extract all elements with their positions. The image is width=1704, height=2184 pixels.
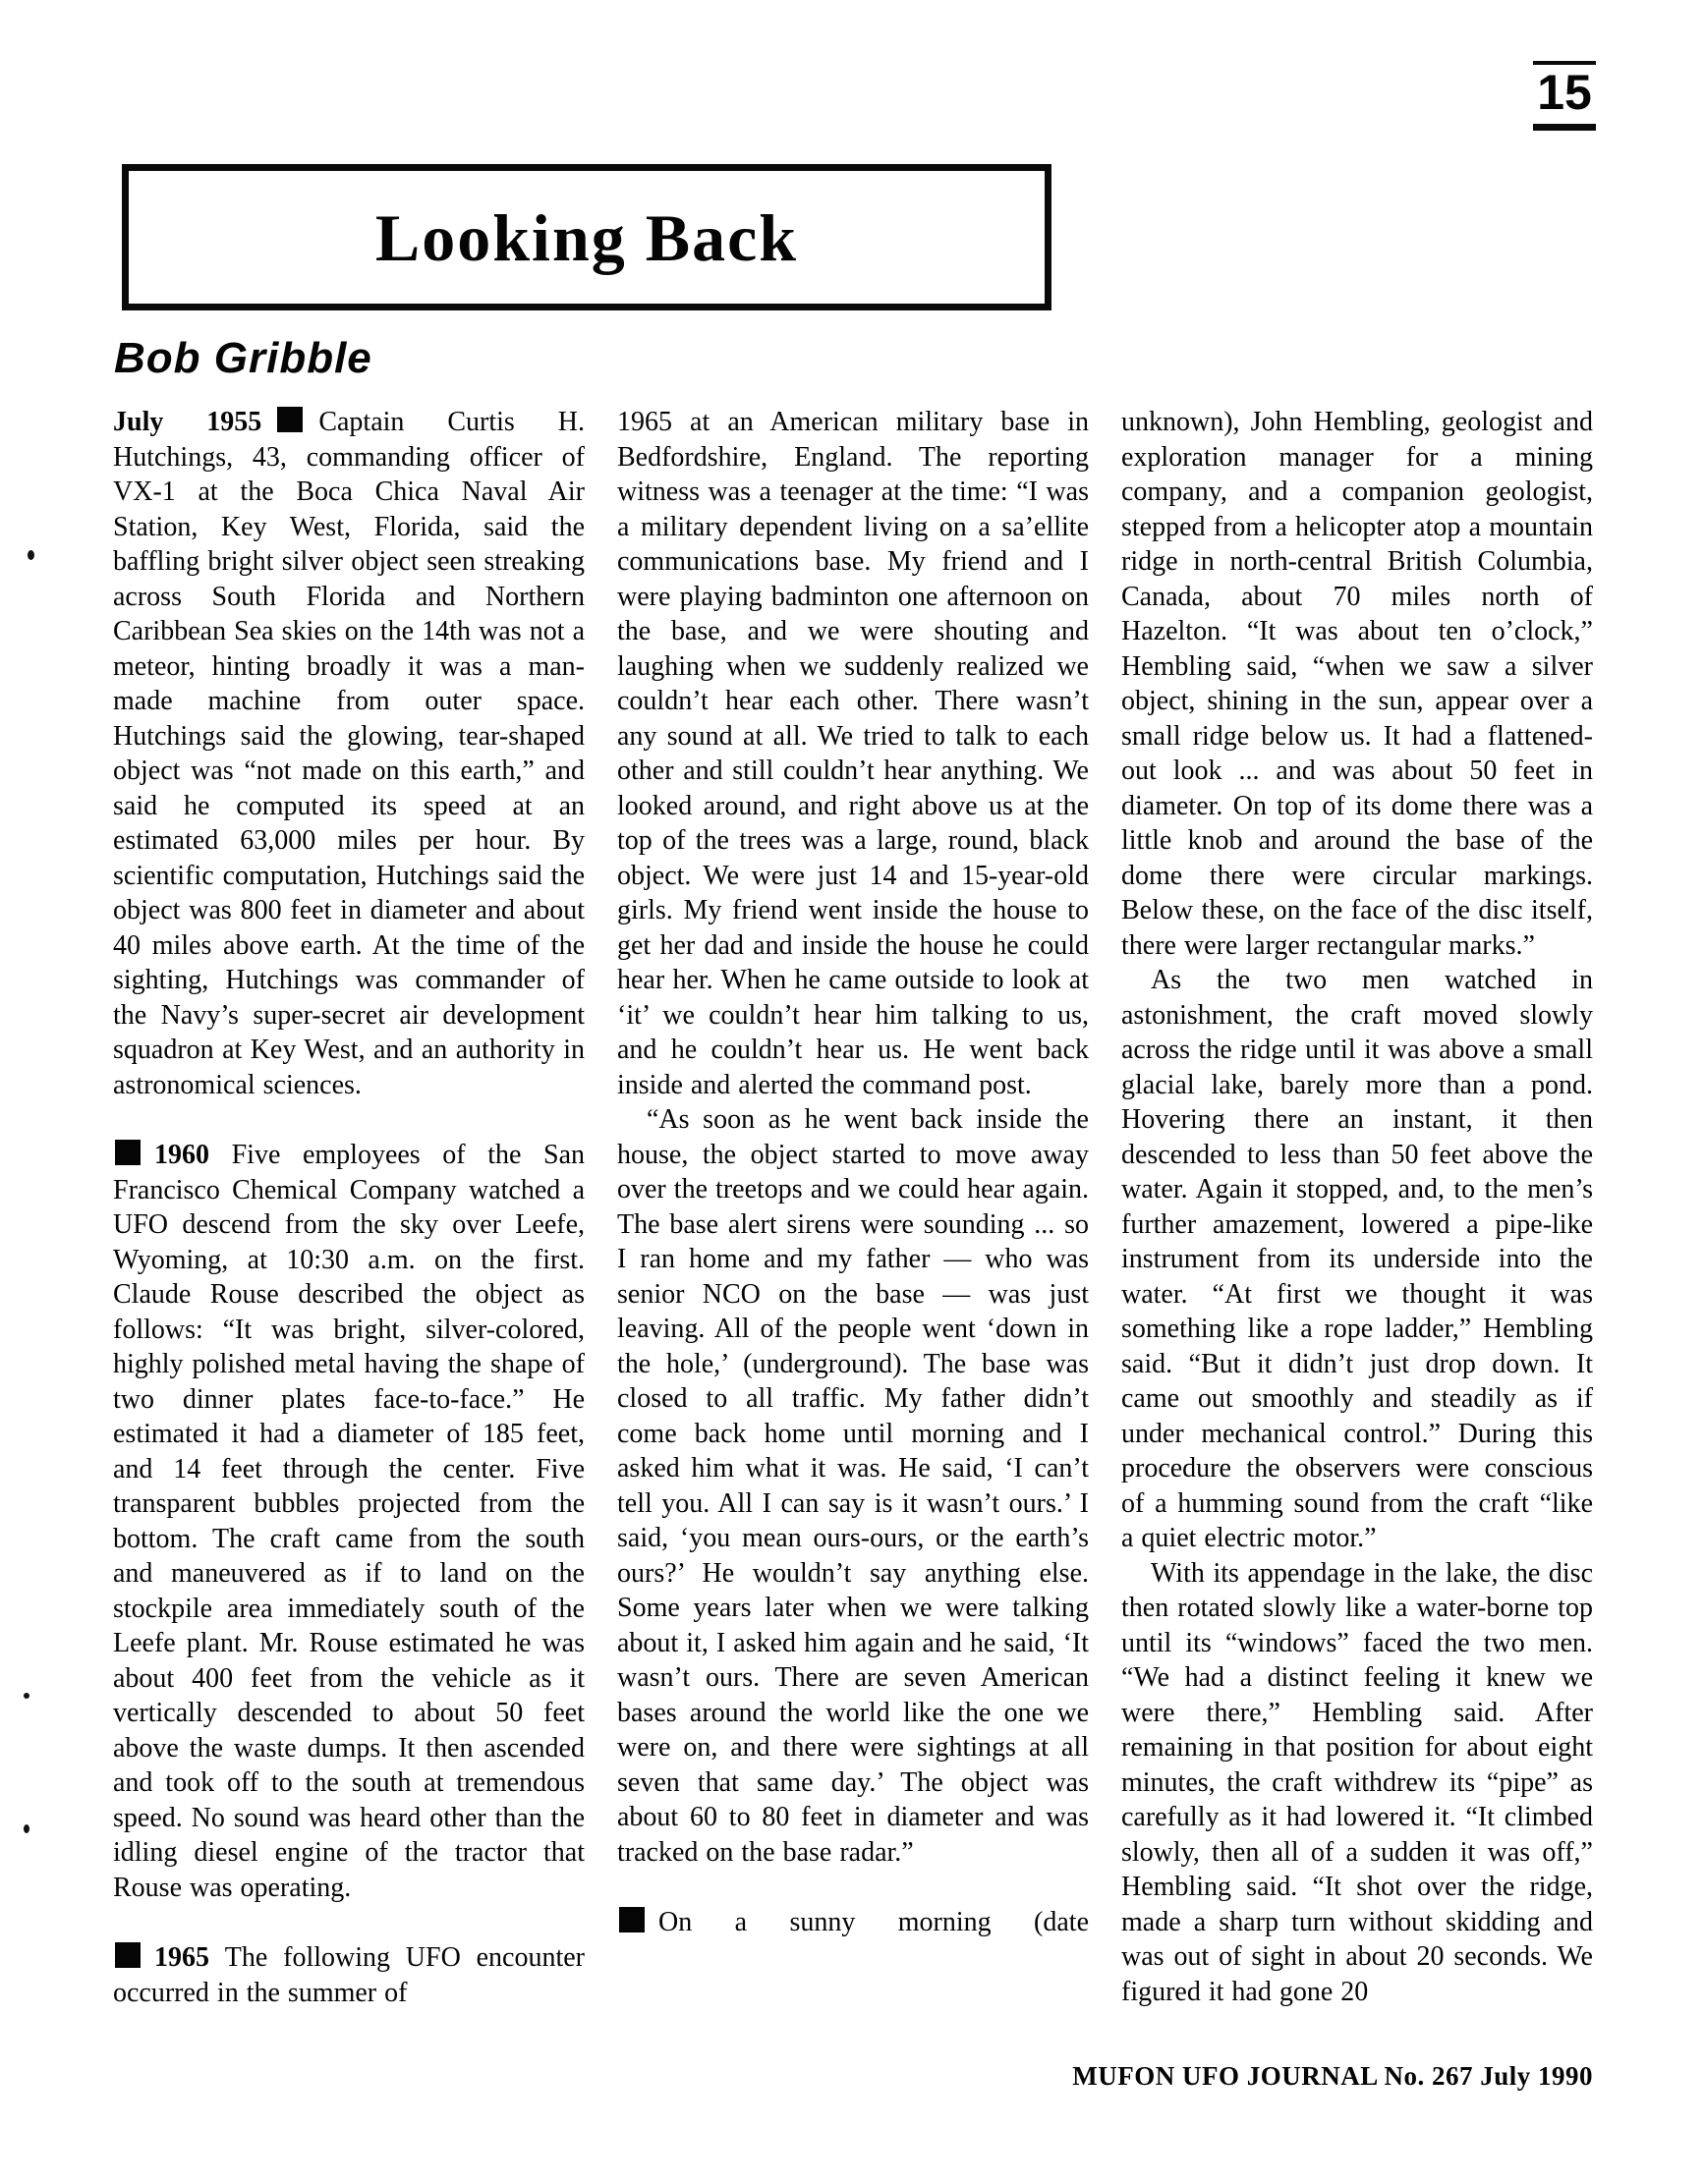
section-title-box: [122, 164, 1051, 310]
column-3: [1121, 405, 1593, 2009]
black-square-bullet-icon: [115, 1140, 141, 1165]
entry-sunny-morning: [617, 1905, 1089, 1940]
entry-text: Captain Curtis H. Hutchings, 43, commanding officer of VX-1 at the Boca Chica Naval Air Station, Key West, Florida, said the baffling bright silver object seen streaking across South Florida and Northern Caribbean Sea skies on the 14th was not a meteor, hinting broadly it was a man-made machine from outer space. Hutchings said the glowing, tear-shaped object was “not made on this earth,” and said he computed its speed at an estimated 63,000 miles per hour. By scientific computation, Hutchings said the object was 800 feet in diameter and about 40 miles above earth. At the time of the sighting, Hutchings was commander of the Navy’s super-secret air development squadron at Key West, and an authority in astronomical sciences.: [113, 407, 585, 1100]
entry-text: Five employees of the San Francisco Chemical Company watched a UFO descend from the sky over Leefe, Wyoming, at 10:30 a.m. on the first. Claude Rouse described the object as follows: “It was bright, silver-colored, highly polished metal having the shape of two dinner plates face-to-face.” He estimated it had a diameter of 185 feet, and 14 feet through the center. Five transparent bubbles projected from the bottom. The craft came from the south and maneuvered as if to land on the stockpile area immediately south of the Leefe plant. Mr. Rouse estimated he was about 400 feet from the vehicle as it vertically descended to about 50 feet above the waste dumps. It then ascended and took off to the south at tremendous speed. No sound was heard other than the idling diesel engine of the tractor that Rouse was operating.: [113, 1140, 585, 1903]
witness-quote-paragraph: “As soon as he went back inside the house, the object started to move away over the treetops and we could hear again. The base alert sirens were sounding ... so I ran home and my father — who was senior NCO on the base — was just leaving. All of the people went ‘down in the hole,’ (underground). The base was closed to all traffic. My father didn’t come back home until morning and I asked him what it was. He said, ‘I can’t tell you. All I can say is it wasn’t ours.’ I said, ‘you mean ours-ours, or the earth’s ours?’ He wouldn’t say anything else. Some years later when we were talking about it, I asked him again and he said, ‘It wasn’t ours. There are seven American bases around the world like the one we were on, and there were sightings at all seven that same day.’ The object was about 60 to 80 feet in diameter and was tracked on the base radar.”: [617, 1104, 1089, 1868]
black-square-bullet-icon: [619, 1907, 645, 1932]
section-title: Looking Back: [374, 199, 799, 275]
entry-hembling-continued: unknown), John Hembling, geologist and exploration manager for a mining company, and a companion geologist, stepped from a helicopter atop a mountain ridge in north-central British Columbia, Canada, about 70 miles north of Hazelton. “It was about ten o’clock,” Hembling said, “when we saw a silver object, shining in the sun, appear over a small ridge below us. It had a flattened-out look ... and was about 50 feet in diameter. On top of its dome there was a little knob and around the base of the dome there were circular markings. Below these, on the face of the disc itself, there were larger rectangular marks.”: [1121, 407, 1593, 961]
entry-text: On a sunny morning (date: [658, 1907, 1089, 1937]
entry-date-label: 1965: [154, 1942, 209, 1973]
column-2: [617, 405, 1089, 1940]
entry-july-1955: [113, 405, 585, 1102]
entry-1965: [113, 1940, 585, 2010]
column-1: [113, 405, 585, 2010]
entry-1965-continued: 1965 at an American military base in Bedfordshire, England. The reporting witness was a teenager at the time: “I was a military dependent living on a sa’ellite communications base. My friend and I were playing badminton one afternoon on the base, and we were shouting and laughing when we suddenly realized we couldn’t hear each other. There wasn’t any sound at all. We tried to talk to each other and still couldn’t hear anything. We looked around, and right above us at the top of the trees was a large, round, black object. We were just 14 and 15-year-old girls. My friend went inside the house to get her dad and inside the house he could hear her. When he came outside to look at ‘it’ we couldn’t hear him talking to us, and he couldn’t hear us. He went back inside and alerted the command post.: [617, 407, 1089, 1100]
entry-date-label: July 1955: [113, 407, 262, 437]
black-square-bullet-icon: [115, 1942, 141, 1968]
entry-text: The following UFO encounter occurred in the summer of: [113, 1942, 585, 2008]
scan-artifact-dot: [28, 550, 34, 560]
page-number: 15: [1533, 61, 1596, 131]
byline: Bob Gribble: [114, 334, 372, 382]
article-body: [113, 405, 1593, 2010]
hembling-paragraph-3: With its appendage in the lake, the disc then rotated slowly like a water-borne top until its “windows” faced the two men. “We had a distinct feeling it knew we were there,” Hembling said. After remaining in that position for about eight minutes, the craft withdrew its “pipe” as carefully as it had lowered it. “It climbed slowly, then all of a sudden it was off,” Hembling said. “It shot over the ridge, made a sharp turn without skidding and was out of sight in about 20 seconds. We figured it had gone 20: [1121, 1557, 1593, 2007]
entry-date-label: 1960: [154, 1140, 209, 1170]
hembling-paragraph-2: As the two men watched in astonishment, the craft moved slowly across the ridge until it was above a small glacial lake, barely more than a pond. Hovering there an instant, it then descended to less than 50 feet above the water. Again it stopped, and, to the men’s further amazement, lowered a pipe-like instrument from its underside into the water. “At first we thought it was something like a rope ladder,” Hembling said. “But it didn’t just drop down. It came out smoothly and steadily as if under mechanical control.” During this procedure the observers were conscious of a humming sound from the craft “like a quiet electric motor.”: [1121, 965, 1593, 1553]
black-square-bullet-icon: [277, 407, 303, 432]
journal-footer: MUFON UFO JOURNAL No. 267 July 1990: [1072, 2061, 1593, 2091]
entry-1960: [113, 1138, 585, 1905]
scan-artifact-dot: [24, 1824, 29, 1833]
scan-artifact-dot: [24, 1693, 29, 1699]
